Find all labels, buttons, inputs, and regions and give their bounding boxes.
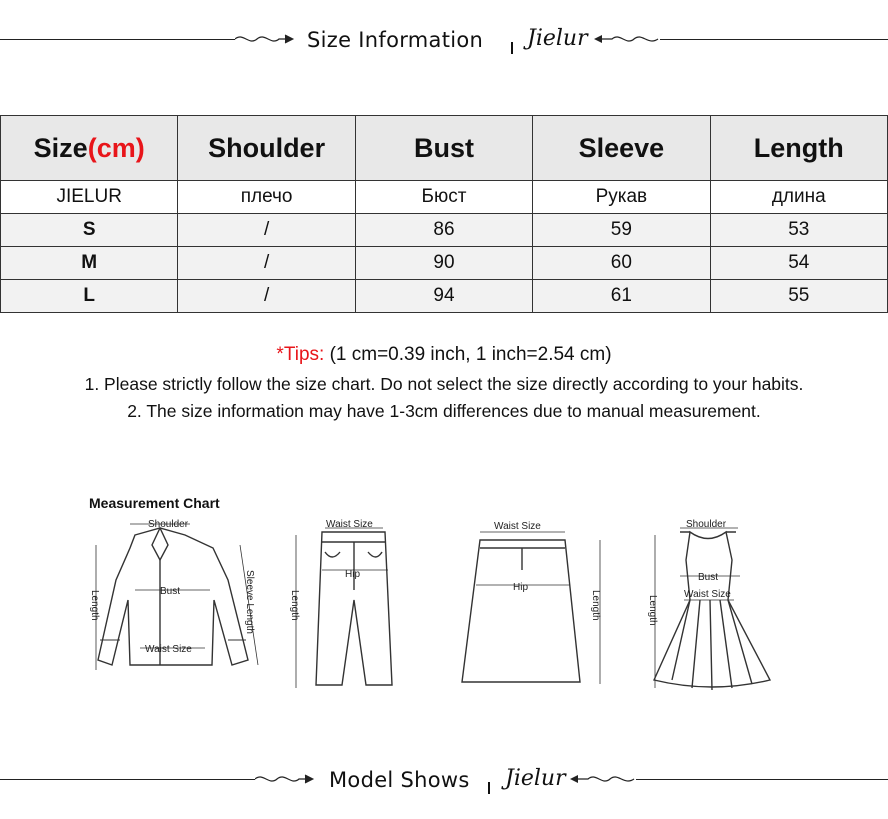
subheader-cell: длина (710, 181, 887, 214)
table-row (1, 280, 888, 313)
right-arrow-ornament-icon (568, 768, 638, 790)
bust-cell: 90 (355, 247, 532, 280)
divider-line-left (0, 779, 255, 780)
left-arrow-ornament-icon (235, 28, 295, 50)
sleeve-cell: 59 (533, 214, 710, 247)
divider-line-left (0, 39, 235, 40)
section-title: Model Shows (329, 768, 470, 792)
shoulder-cell: / (178, 214, 355, 247)
skirt-waist-label: Waist Size (494, 521, 541, 532)
header-length: Length (710, 116, 887, 181)
sleeve-cell: 61 (533, 280, 710, 313)
divider-line-right (660, 39, 888, 40)
subheader-cell: Бюст (355, 181, 532, 214)
shirt-length-label: Length (89, 590, 100, 621)
size-cell: S (1, 214, 178, 247)
measurement-chart-title: Measurement Chart (89, 495, 220, 511)
skirt-length-label: Length (590, 590, 601, 621)
pants-diagram (296, 528, 392, 688)
header-bust: Bust (355, 116, 532, 181)
skirt-diagram (462, 532, 600, 684)
table-header-row (1, 116, 888, 181)
title-separator (488, 782, 490, 794)
pants-waist-label: Waist Size (326, 519, 373, 530)
shoulder-cell: / (178, 247, 355, 280)
header-size-label: Size (33, 132, 88, 163)
shirt-waist-label: Waist Size (145, 644, 192, 655)
bust-cell: 86 (355, 214, 532, 247)
length-cell: 54 (710, 247, 887, 280)
sleeve-cell: 60 (533, 247, 710, 280)
length-cell: 55 (710, 280, 887, 313)
footer-divider (0, 760, 888, 800)
subheader-cell: JIELUR (1, 181, 178, 214)
shirt-shoulder-label: Shoulder (148, 519, 189, 530)
pants-hip-label: Hip (345, 569, 361, 580)
measurement-chart (80, 490, 780, 700)
pants-length-label: Length (289, 590, 300, 621)
dress-length-label: Length (647, 595, 658, 626)
dress-bust-label: Bust (698, 572, 719, 583)
tips-mark: *Tips: (276, 344, 325, 365)
header-sleeve: Sleeve (533, 116, 710, 181)
section-title: Size Information (307, 28, 484, 52)
header-shoulder: Shoulder (178, 116, 355, 181)
dress-shoulder-label: Shoulder (686, 519, 727, 530)
skirt-hip-label: Hip (513, 582, 529, 593)
subheader-cell: плечо (178, 181, 355, 214)
dress-waist-label: Waist Size (684, 589, 731, 600)
size-cell: M (1, 247, 178, 280)
subheader-cell: Рукав (533, 181, 710, 214)
brand-name: Jielur (505, 766, 566, 791)
size-table (0, 115, 888, 313)
tips-text: (1 cm=0.39 inch, 1 inch=2.54 cm) (324, 344, 612, 365)
shoulder-cell: / (178, 280, 355, 313)
right-arrow-ornament-icon (592, 28, 662, 50)
brand-name: Jielur (527, 26, 588, 51)
dress-diagram (654, 528, 770, 690)
tips-line (0, 344, 888, 366)
divider-line-right (636, 779, 888, 780)
bust-cell: 94 (355, 280, 532, 313)
table-subheader-row (1, 181, 888, 214)
size-cell: L (1, 280, 178, 313)
table-row (1, 247, 888, 280)
header-size-unit: (cm) (87, 132, 145, 163)
title-separator (511, 42, 513, 54)
note-line-2: 2. The size information may have 1-3cm differences due to manual measurement. (127, 401, 761, 421)
table-row (1, 214, 888, 247)
length-cell: 53 (710, 214, 887, 247)
note-line-1: 1. Please strictly follow the size chart. Do not select the size directly according to your habits. (84, 374, 804, 394)
shirt-sleeve-label: Sleeve Length (244, 570, 255, 634)
left-arrow-ornament-icon (255, 768, 315, 790)
shirt-bust-label: Bust (160, 586, 181, 597)
header-size (1, 116, 178, 181)
header-divider (0, 20, 888, 60)
